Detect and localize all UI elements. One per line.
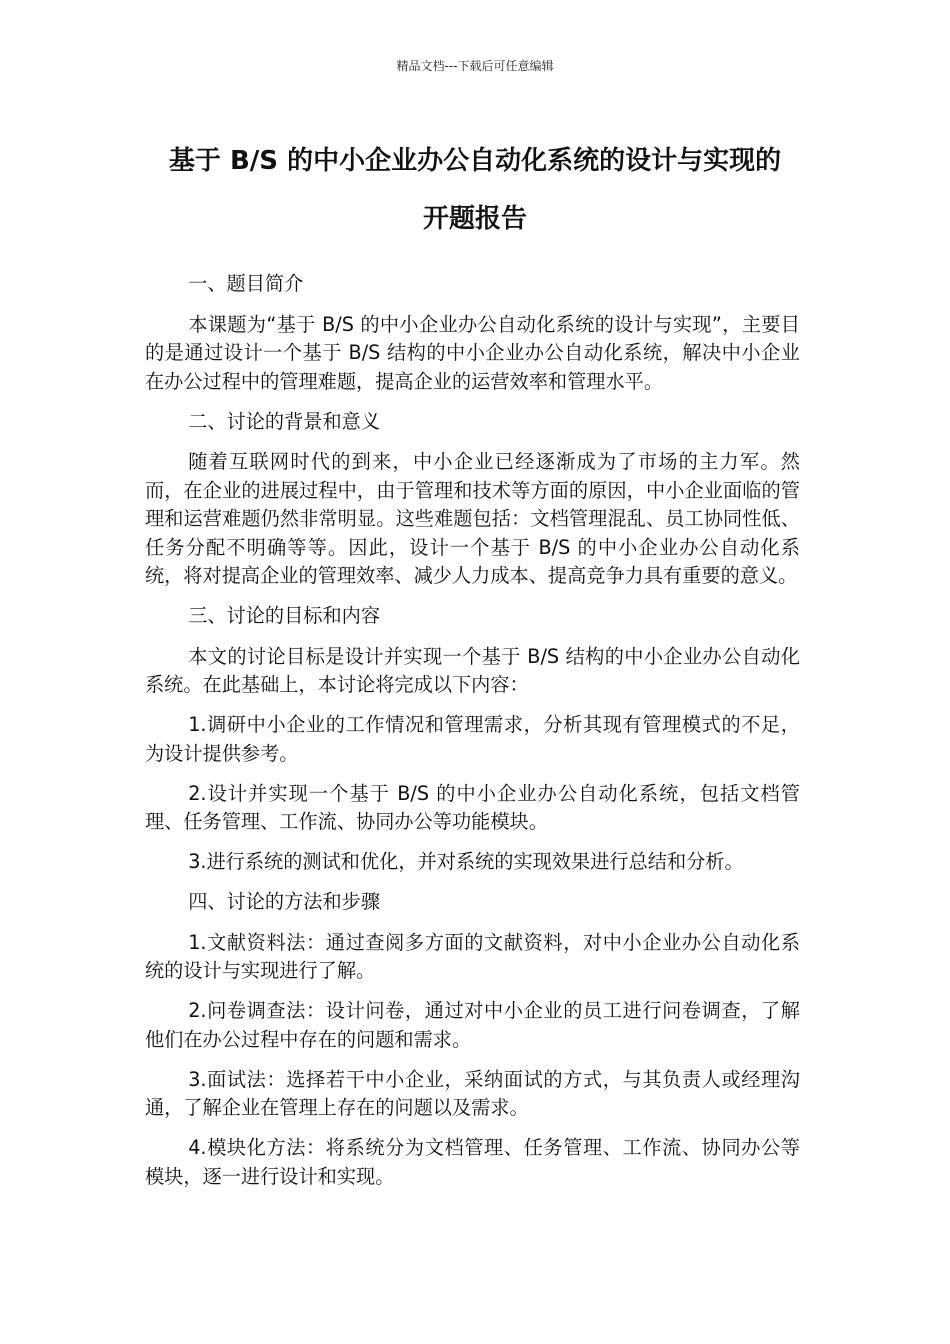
paragraph: 随着互联网时代的到来，中小企业已经逐渐成为了市场的主力军。然而，在企业的进展过程中，由于管理和技术等方面的原因，中小企业面临的管理和运营难题仍然非常明显。这些难题包括：文档管理混乱、员工协同性低、任务分配不明确等等。因此，设计一个基于 B/S 的中小企业办公自动化系统，将对提高企业的管理效率、减少人力成本、提高竞争力具有重要的意义。 — [145, 450, 800, 587]
section-heading-methods: 四、讨论的方法和步骤 — [188, 890, 381, 913]
section-heading-goals: 三、讨论的目标和内容 — [188, 604, 381, 627]
title-line-1: 基于 B/S 的中小企业办公自动化系统的设计与实现的 — [168, 146, 782, 176]
section-heading-background: 二、讨论的背景和意义 — [188, 409, 381, 433]
title-line-2: 开题报告 — [422, 204, 527, 234]
document-body — [145, 270, 800, 1203]
page-header: 精品文档---下载后可任意编辑 — [396, 59, 554, 73]
document-title — [130, 132, 820, 248]
paragraph: 本文的讨论目标是设计并实现一个基于 B/S 结构的中小企业办公自动化系统。在此基础上，本讨论将完成以下内容： — [145, 644, 800, 696]
list-item: 1.调研中小企业的工作情况和管理需求，分析其现有管理模式的不足，为设计提供参考。 — [145, 713, 800, 765]
list-item: 2.设计并实现一个基于 B/S 的中小企业办公自动化系统，包括文档管理、任务管理、工作流、协同办公等功能模块。 — [145, 781, 800, 833]
list-item: 4.模块化方法：将系统分为文档管理、任务管理、工作流、协同办公等模块，逐一进行设计和实现。 — [145, 1136, 800, 1188]
list-item: 2.问卷调查法：设计问卷，通过对中小企业的员工进行问卷调查，了解他们在办公过程中存在的问题和需求。 — [145, 999, 800, 1051]
list-item: 1.文献资料法：通过查阅多方面的文献资料，对中小企业办公自动化系统的设计与实现进行了解。 — [145, 930, 800, 982]
list-item: 3.面试法：选择若干中小企业，采纳面试的方式，与其负责人或经理沟通，了解企业在管理上存在的问题以及需求。 — [145, 1067, 800, 1119]
list-item: 3.进行系统的测试和优化，并对系统的实现效果进行总结和分析。 — [188, 850, 744, 873]
paragraph: 本课题为“基于 B/S 的中小企业办公自动化系统的设计与实现”，主要目的是通过设计一个基于 B/S 结构的中小企业办公自动化系统，解决中小企业在办公过程中的管理难题，提高企业的运营效率和管理水平。 — [145, 312, 800, 393]
section-heading-intro: 一、题目简介 — [188, 272, 304, 295]
